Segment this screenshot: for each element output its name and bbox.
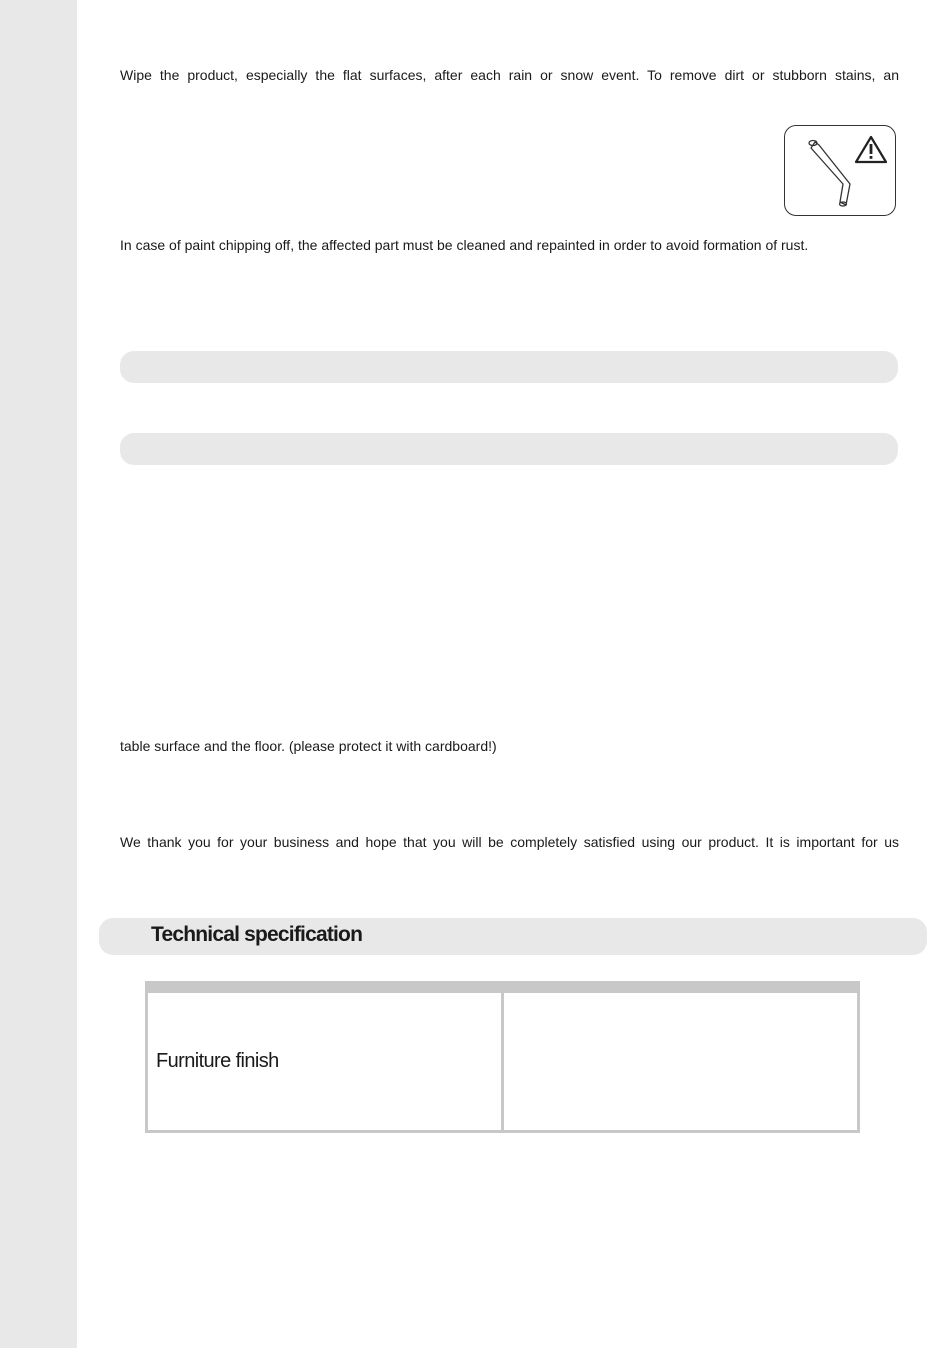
page-tab [0,745,66,795]
warning-triangle-icon [856,137,886,162]
heading-bar-2 [120,433,898,465]
allen-key-icon [809,141,850,207]
wipe-paragraph: Wipe the product, especially the flat surfaces, after each rain or snow event. To remove dirt or stubborn stains, an [120,67,899,83]
spec-label-cell: Furniture finish [148,993,501,1130]
thanks-paragraph: We thank you for your business and hope that you will be completely satisfied using our product. It is important for us [120,834,899,850]
heading-bar-1 [120,351,898,383]
section-header-bar [99,918,927,955]
table-row [148,993,857,1130]
paint-paragraph: In case of paint chipping off, the affected part must be cleaned and repainted in order to avoid formation of rust. [120,237,809,253]
section-title: Technical specification [151,923,363,946]
spec-table [145,981,860,1133]
side-margin-panel [0,0,77,1348]
spec-value-cell [504,993,857,1130]
table-surface-paragraph: table surface and the floor. (please protect it with cardboard!) [120,738,497,754]
tool-warning-box [784,125,896,216]
